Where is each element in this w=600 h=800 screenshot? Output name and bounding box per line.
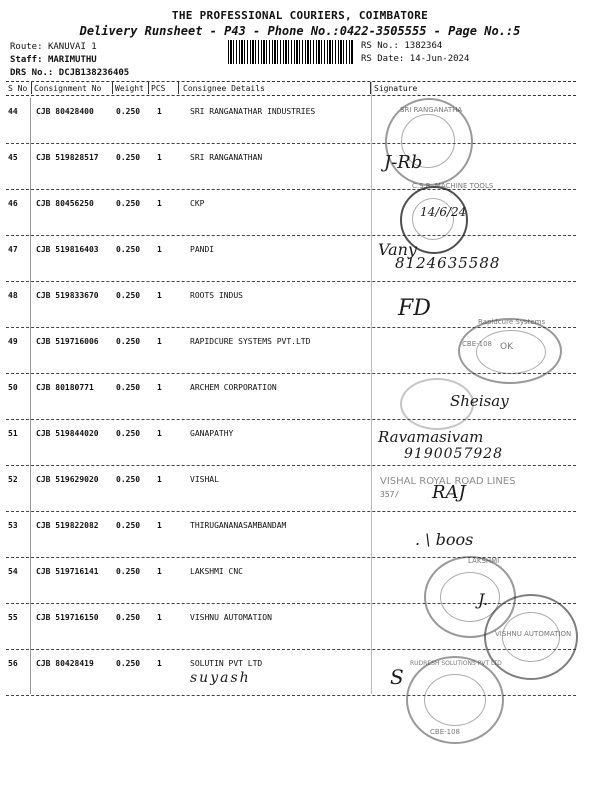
company-title: THE PROFESSIONAL COURIERS, COIMBATORE (171, 9, 429, 22)
stamp-text: Rapidcure Systems (478, 318, 546, 326)
row-pcs: 1 (157, 659, 162, 668)
row-weight: 0.250 (116, 659, 141, 668)
row-consignee: CKP (190, 199, 205, 208)
stamp-text: SRI RANGANATHA (400, 106, 463, 114)
row-weight: 0.250 (116, 291, 141, 300)
handwritten-name: suyash (190, 670, 251, 686)
route-value: KANUVAI 1 (47, 42, 97, 52)
row-consignment-no: CJB 519716006 (36, 337, 99, 346)
row-sno: 51 (8, 429, 18, 438)
rs-no-value: 1382364 (404, 41, 443, 51)
row-consignee: RAPIDCURE SYSTEMS PVT.LTD (190, 337, 311, 346)
row-weight: 0.250 (116, 107, 141, 116)
col-divider (178, 82, 179, 94)
row-consignment-no: CJB 80456250 (36, 199, 94, 208)
row-sno: 52 (8, 475, 18, 484)
col-divider (31, 82, 32, 94)
row-weight: 0.250 (116, 613, 141, 622)
row-sno: 44 (8, 107, 18, 116)
table-row (6, 512, 576, 558)
staff-value: MARIMUTHU (47, 55, 97, 65)
stamp-text: C.S.R. MACHINE TOOLS (412, 182, 494, 190)
drs-value: DCJB138236405 (58, 68, 130, 78)
row-pcs: 1 (157, 475, 162, 484)
row-consignment-no: CJB 80428400 (36, 107, 94, 116)
barcode (228, 40, 354, 64)
row-consignee: GANAPATHY (190, 429, 234, 438)
row-weight: 0.250 (116, 153, 141, 162)
row-pcs: 1 (157, 337, 162, 346)
row-consignee: ARCHEM CORPORATION (190, 383, 277, 392)
row-pcs: 1 (157, 383, 162, 392)
stamp-text: LAKSHMI (468, 557, 500, 565)
route-line (10, 42, 97, 52)
col-signature: Signature (374, 84, 418, 93)
row-sno: 48 (8, 291, 18, 300)
row-weight: 0.250 (116, 199, 141, 208)
col-weight: Weight (115, 84, 144, 93)
rs-date-value: 14-Jun-2024 (409, 54, 470, 64)
rs-date-label: RS Date: (361, 54, 405, 64)
runsheet-subtitle: Delivery Runsheet - P43 - Phone No.:0422-3505555 - Page No.:5 (79, 24, 521, 38)
col-consignee: Consignee Details (183, 84, 265, 93)
row-weight: 0.250 (116, 475, 141, 484)
row-sno: 56 (8, 659, 18, 668)
row-consignee: VISHNU AUTOMATION (190, 613, 272, 622)
handwritten-initials: FD (398, 296, 431, 321)
stamp-mark: OK (500, 342, 513, 352)
row-consignment-no: CJB 519716141 (36, 567, 99, 576)
row-sno: 46 (8, 199, 18, 208)
row-sno: 49 (8, 337, 18, 346)
table-row (6, 190, 576, 236)
row-pcs: 1 (157, 429, 162, 438)
signature-scrawl: . \ boos (415, 530, 474, 549)
header-rule-bottom (6, 95, 576, 96)
row-sno: 47 (8, 245, 18, 254)
drs-label: DRS No.: (10, 68, 54, 78)
row-consignee: SRI RANGANATHAR INDUSTRIES (190, 107, 316, 116)
table-row (6, 98, 576, 144)
row-consignee: ROOTS INDUS (190, 291, 243, 300)
stamp-text: VISHAL ROYAL ROAD LINES (380, 476, 516, 487)
handwritten-phone: 8124635588 (395, 254, 501, 272)
row-consignee: PANDI (190, 245, 215, 254)
row-pcs: 1 (157, 613, 162, 622)
table-row (6, 466, 576, 512)
stamp-fragment: 357/ (380, 490, 400, 499)
row-consignment-no: CJB 519833670 (36, 291, 99, 300)
col-consignment: Consignment No (34, 84, 102, 93)
col-divider (112, 82, 113, 94)
stamp-text: VISHNU AUTOMATION (495, 630, 572, 638)
row-consignee: VISHAL (190, 475, 219, 484)
signature-scrawl: Vany (378, 240, 417, 259)
row-pcs: 1 (157, 291, 162, 300)
rs-date-line (361, 54, 469, 64)
row-consignee: LAKSHMI CNC (190, 567, 243, 576)
row-weight: 0.250 (116, 521, 141, 530)
row-consignment-no: CJB 519629020 (36, 475, 99, 484)
col-sno: S No (8, 84, 28, 93)
row-pcs: 1 (157, 245, 162, 254)
row-weight: 0.250 (116, 337, 141, 346)
row-sno: 55 (8, 613, 18, 622)
signature-scrawl: S (390, 665, 404, 689)
col-divider (148, 82, 149, 94)
col-pcs: PCS (151, 84, 166, 93)
stamp-text: RUDRESH SOLUTIONS PVT LTD (410, 660, 502, 667)
staff-label: Staff: (10, 55, 43, 65)
signature-scrawl: Sheisay (450, 392, 509, 410)
row-pcs: 1 (157, 199, 162, 208)
row-pcs: 1 (157, 107, 162, 116)
staff-line (10, 55, 97, 65)
row-consignment-no: CJB 519828517 (36, 153, 99, 162)
row-consignment-no: CJB 519822082 (36, 521, 99, 530)
route-label: Route: (10, 42, 43, 52)
stamp-code: CBE-108 (462, 340, 492, 348)
row-consignment-no: CJB 519844020 (36, 429, 99, 438)
handwritten-sign: RAJ (432, 482, 466, 503)
handwritten-date: 14/6/24 (420, 205, 467, 219)
handwritten-name: Ravamasivam (378, 428, 484, 446)
row-weight: 0.250 (116, 429, 141, 438)
row-consignment-no: CJB 80180771 (36, 383, 94, 392)
signature-scrawl: J-Rb (384, 152, 423, 173)
stamp-code: CBE-108 (430, 728, 460, 736)
row-consignee: SOLUTIN PVT LTD (190, 659, 263, 668)
handwritten-phone: 9190057928 (404, 446, 504, 462)
row-consignment-no: CJB 519716150 (36, 613, 99, 622)
signature-scrawl: J. (478, 590, 489, 609)
row-weight: 0.250 (116, 383, 141, 392)
row-consignee: SRI RANGANATHAN (190, 153, 263, 162)
rs-no-line (361, 41, 442, 51)
row-pcs: 1 (157, 567, 162, 576)
row-weight: 0.250 (116, 567, 141, 576)
row-sno: 50 (8, 383, 18, 392)
row-sno: 45 (8, 153, 18, 162)
row-pcs: 1 (157, 521, 162, 530)
drs-line (10, 68, 129, 78)
row-sno: 53 (8, 521, 18, 530)
row-pcs: 1 (157, 153, 162, 162)
row-weight: 0.250 (116, 245, 141, 254)
row-consignment-no: CJB 519816403 (36, 245, 99, 254)
row-sno: 54 (8, 567, 18, 576)
rs-no-label: RS No.: (361, 41, 399, 51)
header-rule-top (6, 81, 576, 82)
row-consignment-no: CJB 80428419 (36, 659, 94, 668)
row-consignee: THIRUGANANASAMBANDAM (190, 521, 287, 530)
